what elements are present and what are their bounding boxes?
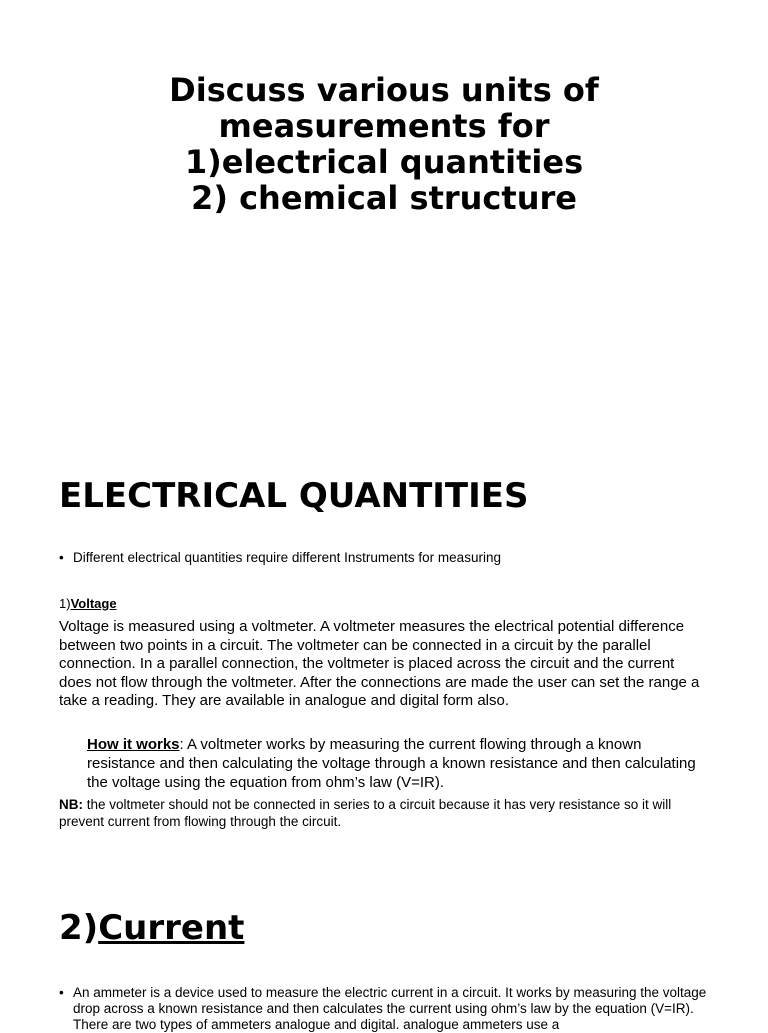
bullet-icon: • bbox=[59, 550, 64, 565]
how-it-works-text: : A voltmeter works by measuring the current flowing through a known resistance and then calculating the voltage through a known resistance and then calculating the voltage using the equation from ohm’s law (V=IR). bbox=[87, 736, 696, 791]
title-slide bbox=[0, 72, 768, 216]
nb-text: the voltmeter should not be connected in series to a circuit because it has very resistance so it will prevent current from flowing through the circuit. bbox=[59, 797, 672, 829]
voltage-number: 1) bbox=[59, 596, 71, 611]
nb-label: NB: bbox=[59, 797, 83, 812]
electrical-quantities-heading: ELECTRICAL QUANTITIES bbox=[59, 476, 529, 516]
how-it-works-label: How it works bbox=[87, 736, 180, 753]
list-item bbox=[59, 550, 709, 566]
bullet-icon: • bbox=[59, 985, 64, 1000]
how-it-works-paragraph bbox=[87, 735, 707, 792]
title-line-1: Discuss various units of bbox=[169, 71, 599, 109]
voltage-label: Voltage bbox=[70, 596, 117, 611]
voltage-paragraph: Voltage is measured using a voltmeter. A voltmeter measures the electrical potential difference between two points in a circuit. The voltmeter can be connected in a circuit by the parallel connection. In a parallel connection, the voltmeter is placed across the circuit and the current does not flow through the voltmeter. After the connections are made the user can set the range a take a reading. They are available in analogue and digital form also. bbox=[59, 618, 700, 709]
voltage-subheading bbox=[59, 596, 117, 612]
current-heading bbox=[59, 908, 244, 948]
current-label: Current bbox=[98, 908, 245, 948]
title-line-2: measurements for bbox=[218, 107, 550, 145]
title-line-4: 2) chemical structure bbox=[191, 179, 577, 217]
bullet-text: Different electrical quantities require different Instruments for measuring bbox=[73, 550, 501, 565]
nb-note bbox=[59, 797, 709, 830]
list-item bbox=[59, 985, 709, 1033]
current-number: 2) bbox=[59, 908, 99, 948]
bullet-text: An ammeter is a device used to measure the electric current in a circuit. It works by measuring the voltage drop across a known resistance and then calculates the current using ohm’s law by the equation (V=IR). There are two types of ammeters analogue and digital. analogue ammeters use a bbox=[73, 985, 707, 1032]
title-line-3: 1)electrical quantities bbox=[184, 143, 584, 181]
